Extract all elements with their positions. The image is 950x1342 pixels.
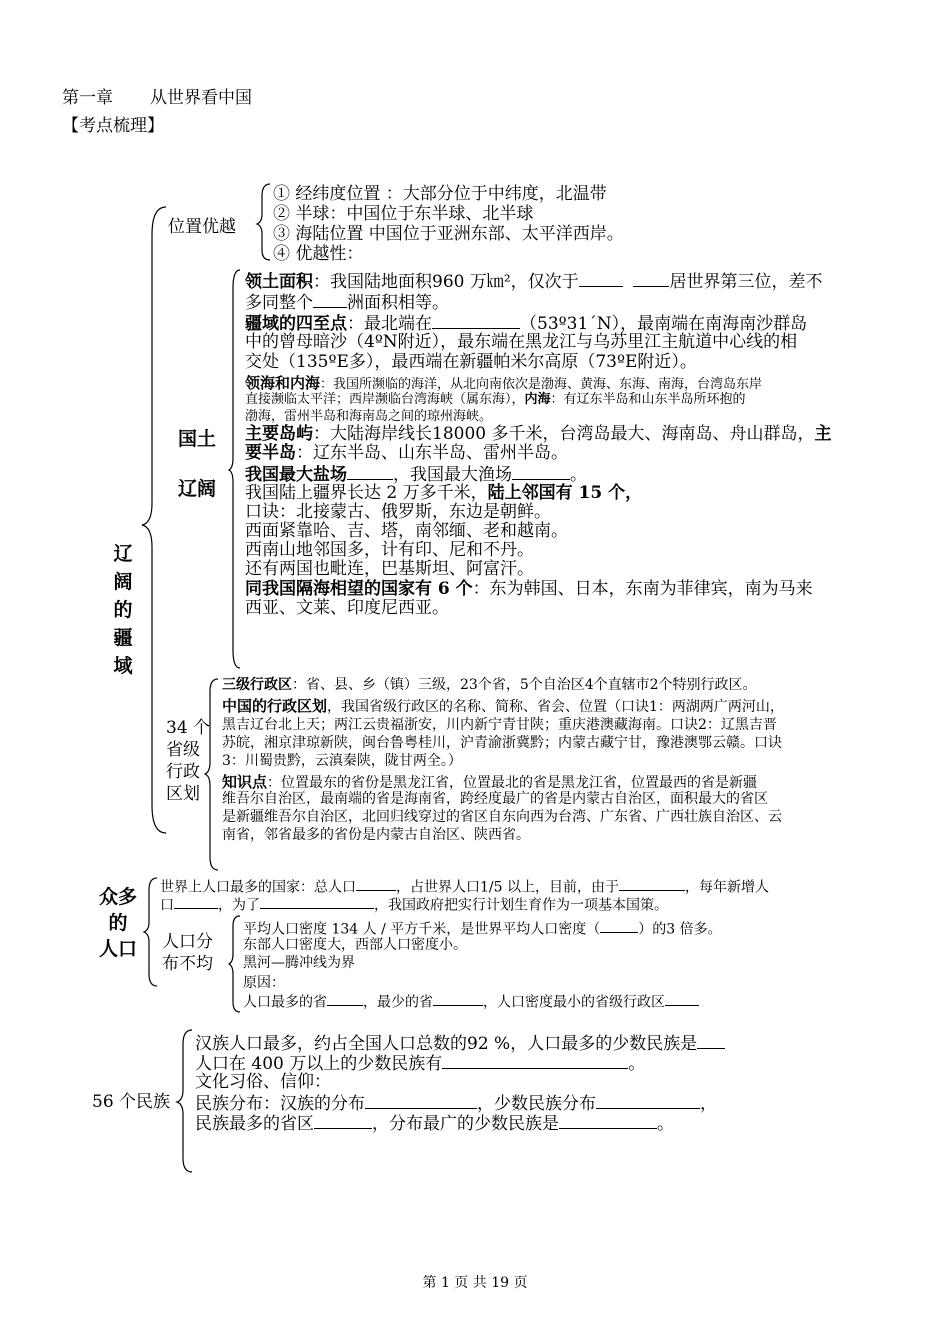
admin-division-line-2: 黑吉辽台北上天；两江云贵福浙安，川内新宁青甘陕；重庆港澳藏海南。口诀2：辽黑吉晋 (222, 717, 777, 733)
provinces-label-2: 省级 (166, 740, 200, 760)
sea-line-2: 直接濒临太平洋；西岸濒临台湾海峡（属东海），内海：有辽东半岛和山东半岛所环抱的 (245, 392, 746, 407)
position-item: ④ 优越性： (273, 244, 364, 264)
ethnic-line-2: 人口在 400 万以上的少数民族有 。 (195, 1052, 645, 1075)
page-number: 第 1 页 共 19 页 (422, 1275, 528, 1291)
sea-line-3: 渤海，雷州半岛和海南岛之间的琼州海峡。 (245, 409, 493, 424)
admin-levels-line: 三级行政区：省、县、乡（镇）三级，23个省，5个自治区4个直辖市2个特别行政区。 (222, 677, 757, 693)
uneven-label-2: 布不均 (162, 954, 213, 974)
ethnic-line-1: 汉族人口最多，约占全国人口总数的92 %，人口最多的少数民族是 (195, 1032, 725, 1055)
ethnic-line-3: 文化习俗、信仰： (195, 1072, 331, 1092)
knowledge-line-3: 是新疆维吾尔自治区，北回归线穿过的省区自东向西为台湾、广东省、广西壮族自治区、云 (222, 809, 782, 825)
island-line: 主要岛屿：大陆海岸线长18000 多千米，台湾岛最大、海南岛、舟山群岛，主 (245, 424, 832, 444)
section-heading: 【考点梳理】 (62, 116, 164, 136)
density-line-2: 东部人口密度大，西部人口密度小。 (243, 937, 467, 953)
rhyme-line: 西面紧靠哈、吉、塔，南邻缅、老和越南。 (245, 521, 568, 541)
knowledge-line: 知识点：位置最东的省份是黑龙江省，位置最北的省是黑龙江省，位置最西的省是新疆 (222, 773, 758, 791)
knowledge-line-2: 维吾尔自治区，最南端的省是海南省，跨经度最广的省是内蒙古自治区，面积最大的省区 (222, 791, 768, 807)
land-label-2: 辽阔 (178, 478, 217, 500)
provinces-label-1: 34 个 (166, 718, 211, 738)
position-item: ① 经纬度位置 ：大部分位于中纬度，北温带 (273, 184, 607, 204)
land-label-1: 国土 (178, 428, 217, 450)
position-item: ③ 海陆位置 中国位于亚洲东部、太平洋西岸。 (273, 224, 624, 244)
density-reason: 原因： (243, 975, 285, 991)
chapter-title: 从世界看中国 (150, 88, 252, 108)
population-policy-line: 口 ，为了 ，我国政府把实行计划生育作为一项基本国策。 (160, 895, 668, 914)
extremes-line: 疆域的四至点：最北端在 （53º31´N），最南端在南海南沙群岛 (245, 312, 807, 335)
population-brace (143, 876, 159, 988)
chapter-number: 第一章 (62, 88, 113, 108)
density-provinces-line: 人口最多的省 ，最少的省 ，人口密度最小的省级行政区 (243, 992, 699, 1011)
sea-neighbors-line-2: 西亚、文莱、印度尼西亚。 (245, 598, 449, 618)
rhyme-line: 还有两国也毗连，巴基斯坦、阿富汗。 (245, 559, 534, 579)
provinces-brace (204, 677, 220, 872)
sea-neighbors-line: 同我国隔海相望的国家有 6 个：东为韩国、日本，东南为菲律宾，南为马来 (245, 579, 813, 599)
provinces-label-4: 区划 (166, 784, 200, 804)
uneven-label-1: 人口分 (162, 932, 213, 952)
land-area-line-2: 多同整个 洲面积相等。 (245, 291, 449, 314)
uneven-brace (228, 914, 242, 1014)
ethnic-brace (176, 1028, 194, 1174)
rhyme-line: 西南山地邻国多，计有印、尼和不丹。 (245, 540, 534, 560)
territory-title: 辽 阔 的 疆 域 (113, 543, 133, 677)
ethnic-line-4: 民族分布：汉族的分布 ，少数民族分布 ， (195, 1092, 717, 1115)
sea-line: 领海和内海：我国所濒临的海洋，从北向南依次是渤海、黄海、东海、南海，台湾岛东岸 (245, 374, 763, 392)
island-line-2: 要半岛：辽东半岛、山东半岛、雷州半岛。 (245, 443, 568, 463)
knowledge-line-4: 南省，邻省最多的省份是内蒙古自治区、陕西省。 (222, 827, 530, 843)
extremes-line-3: 交处（135ºE多），最西端在新疆帕米尔高原（73ºE附近）。 (245, 352, 697, 372)
position-brace (256, 182, 272, 262)
land-area-line: 领土面积：我国陆地面积960 万㎞²，仅次于 居世界第三位，差不 (245, 270, 822, 293)
salt-fishery-line: 我国最大盐场 ，我国最大渔场 。 (245, 463, 587, 486)
extremes-line-2: 中的曾母暗沙（4ºN附近），最东端在黑龙江与乌苏里江主航道中心线的相 (245, 332, 798, 352)
ethnic-label: 56 个民族 (92, 1092, 171, 1112)
admin-division-line-3: 苏皖，湘京津琼新陕，闽台鲁粤桂川，沪青渝浙冀黔；内蒙古藏宁甘，豫港澳鄂云赣。口诀 (222, 735, 782, 751)
population-total-line: 世界上人口最多的国家：总人口 ，占世界人口1/5 以上，目前，由于 ，每年新增人 (160, 877, 769, 896)
density-line: 平均人口密度 134 人 / 平方千米，是世界平均人口密度（ ）的3 倍多。 (243, 919, 722, 938)
land-brace (228, 268, 242, 670)
admin-division-line: 中国的行政区划，我国省级行政区的名称、简称、省会、位置（口诀1：两湖两广两河山， (222, 697, 784, 715)
ethnic-line-5: 民族最多的省区 ，分布最广的少数民族是 。 (195, 1112, 674, 1135)
border-line: 我国陆上疆界长达 2 万多千米，陆上邻国有 15 个， (245, 483, 643, 503)
provinces-label-3: 行政 (166, 762, 200, 782)
admin-division-line-4: 3：川蜀贵黔，云滇秦陕，陇甘两全。） (222, 753, 462, 769)
position-item: ② 半球：中国位于东半球、北半球 (273, 204, 534, 224)
population-title: 众多 的 人口 (98, 886, 137, 960)
position-label: 位置优越 (168, 217, 236, 237)
density-line-3: 黑河—腾冲线为界 (243, 955, 355, 971)
rhyme-line: 口诀：北接蒙古、俄罗斯，东边是朝鲜。 (245, 502, 551, 522)
